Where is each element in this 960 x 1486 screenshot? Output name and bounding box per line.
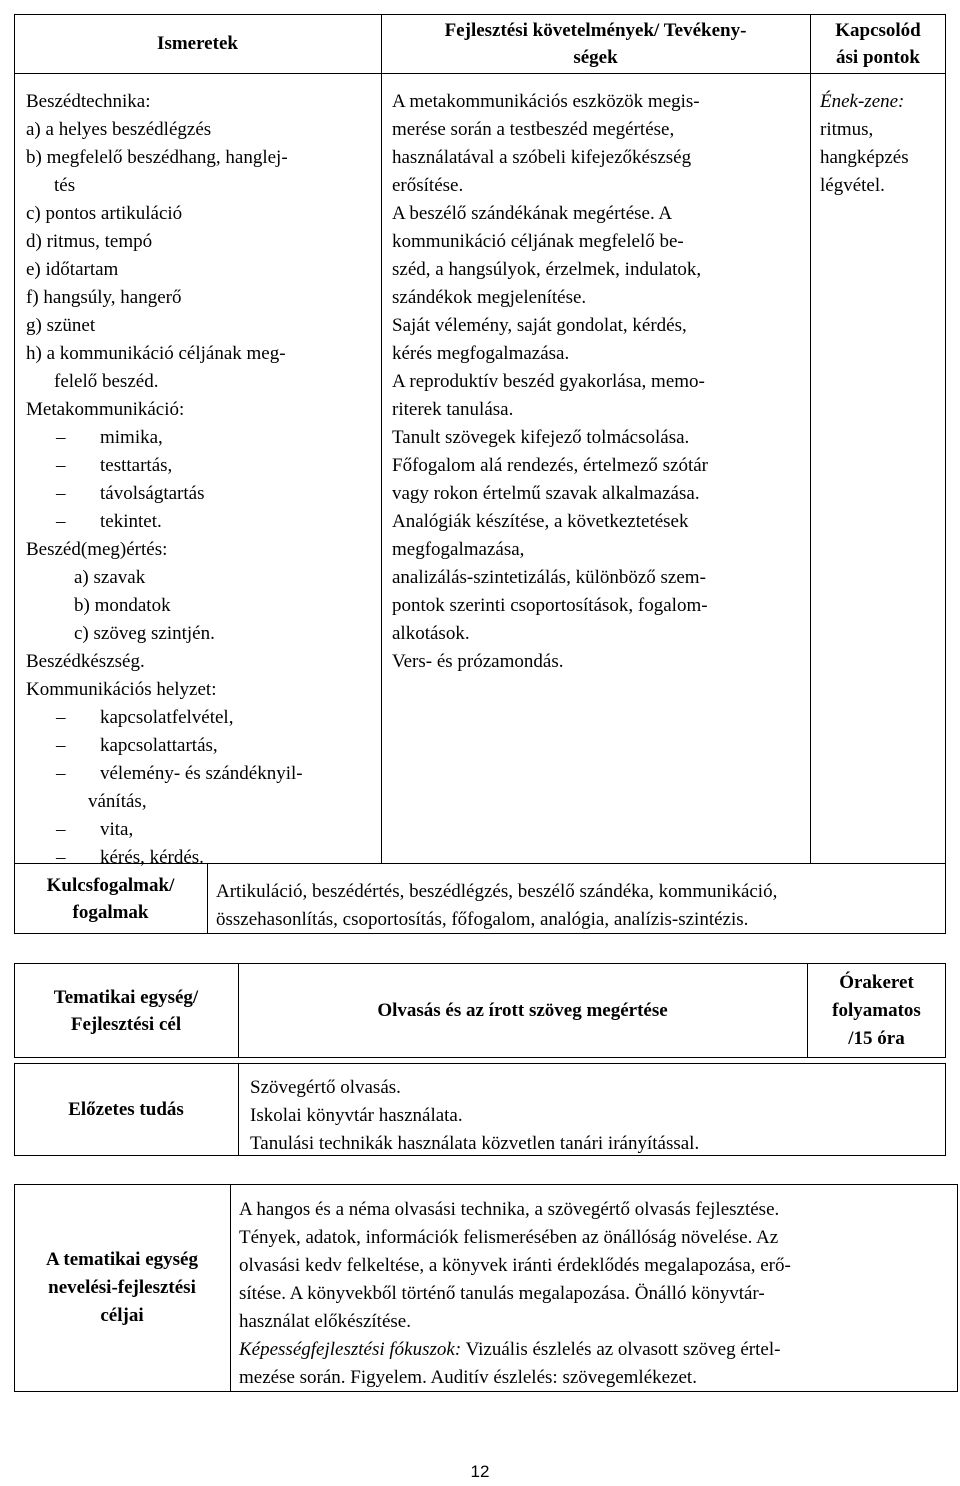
orakeret — [807, 963, 946, 1058]
dash-bullet — [56, 508, 100, 536]
goals-label — [14, 1184, 230, 1392]
fejlesztesi-line: Analógiák készítése, a következtetések — [392, 511, 689, 532]
ismeretek-line — [26, 732, 378, 760]
elozetes-line: Tanulási technikák használata közvetlen tanári irányítással. — [250, 1133, 700, 1154]
fejlesztesi-line: merése során a testbeszéd megértése, — [392, 119, 675, 140]
goals-line: olvasási kedv felkeltése, a könyvek iránti érdeklődés megalapozása, erő- — [239, 1255, 791, 1276]
ismeretek-line-text: a) szavak — [74, 567, 146, 588]
fejlesztesi-content — [392, 88, 808, 676]
dash-bullet — [56, 732, 100, 760]
kapcsolodasi-line: hangképzés — [820, 147, 909, 168]
ismeretek-line-text: g) szünet — [26, 315, 96, 336]
fejlesztesi-line: széd, a hangsúlyok, érzelmek, indulatok, — [392, 259, 702, 280]
ismeretek-line — [26, 788, 378, 816]
unit-title — [238, 963, 807, 1058]
ismeretek-line — [26, 704, 378, 732]
goals-label-line: céljai — [100, 1305, 144, 1326]
elozetes-label-text: Előzetes tudás — [68, 1098, 184, 1120]
ismeretek-line — [26, 256, 378, 284]
focus-label: Képességfejlesztési fókuszok: — [239, 1339, 462, 1360]
header-fejlesztesi-line: Fejlesztési követelmények/ Tevékeny- — [444, 20, 747, 41]
ismeretek-line-text: kapcsolatfelvétel, — [100, 707, 234, 728]
dash-bullet — [56, 480, 100, 508]
dash-bullet — [56, 424, 100, 452]
goals-divider — [230, 1184, 231, 1392]
ismeretek-line — [26, 760, 378, 788]
column-divider-1 — [381, 14, 382, 863]
ismeretek-line — [26, 816, 378, 844]
ismeretek-line — [26, 144, 378, 172]
ismeretek-line — [26, 592, 378, 620]
ismeretek-line — [26, 452, 378, 480]
ismeretek-line — [26, 480, 378, 508]
ismeretek-line — [26, 312, 378, 340]
elozetes-line: Iskolai könyvtár használata. — [250, 1105, 463, 1126]
fejlesztesi-line: A reproduktív beszéd gyakorlása, memo- — [392, 371, 705, 392]
ismeretek-line — [26, 648, 378, 676]
fejlesztesi-line: vagy rokon értelmű szavak alkalmazása. — [392, 483, 700, 504]
ismeretek-line-text: mimika, — [100, 427, 163, 448]
ismeretek-line — [26, 116, 378, 144]
tematikai-label-line: Fejlesztési cél — [70, 1013, 182, 1035]
elozetes-line: Szövegértő olvasás. — [250, 1077, 401, 1098]
ismeretek-line-text: Beszédkészség. — [26, 651, 145, 672]
kapcsolodasi-subject: Ének-zene: — [820, 91, 905, 112]
ismeretek-line-text: kérés, kérdés. — [100, 847, 204, 868]
ismeretek-line-text: testtartás, — [100, 455, 173, 476]
tematikai-label-line: Tematikai egység/ — [53, 986, 199, 1008]
ismeretek-line — [26, 536, 378, 564]
ismeretek-line-text: h) a kommunikáció céljának meg- — [26, 343, 286, 364]
fejlesztesi-line: kérés megfogalmazása. — [392, 343, 570, 364]
kulcsfogalmak-label-line: fogalmak — [72, 901, 149, 923]
ismeretek-line — [26, 508, 378, 536]
ismeretek-line-text: Metakommunikáció: — [26, 399, 185, 420]
prior-knowledge-divider — [238, 1063, 239, 1156]
ismeretek-line-text: vita, — [100, 819, 134, 840]
ismeretek-line-text: tekintet. — [100, 511, 162, 532]
fejlesztesi-line: pontok szerinti csoportosítások, fogalom- — [392, 595, 708, 616]
orakeret-line: folyamatos — [832, 999, 921, 1021]
elozetes-label — [14, 1063, 238, 1156]
ismeretek-line — [26, 564, 378, 592]
fejlesztesi-line: használatával a szóbeli kifejezőkészség — [392, 147, 692, 168]
dash-bullet — [56, 704, 100, 732]
kapcsolodasi-content — [820, 88, 944, 200]
header-fejlesztesi — [381, 17, 810, 71]
header-kapcsolodasi — [810, 17, 946, 71]
fejlesztesi-line: alkotások. — [392, 623, 470, 644]
ismeretek-line — [26, 228, 378, 256]
kulcsfogalmak-line: összehasonlítás, csoportosítás, főfogalom, analógia, analízis-szintézis. — [216, 909, 749, 930]
fejlesztesi-line: Főfogalom alá rendezés, értelmező szótár — [392, 455, 708, 476]
header-kapcsolodasi-line: ási pontok — [836, 47, 920, 68]
goals-line: Tények, adatok, információk felismerésében az önállóság növelése. Az — [239, 1227, 779, 1248]
goals-line: sítése. A könyvekből történő tanulás megalapozása. Önálló könyvtár- — [239, 1283, 765, 1304]
ismeretek-line — [26, 88, 378, 116]
ismeretek-line-text: b) mondatok — [74, 595, 171, 616]
kulcsfogalmak-line: Artikuláció, beszédértés, beszédlégzés, beszélő szándéka, kommunikáció, — [216, 881, 778, 902]
keyterms-column-divider — [207, 863, 208, 934]
elozetes-content — [250, 1074, 940, 1158]
ismeretek-line-text: tés — [54, 175, 76, 196]
ismeretek-line-text: távolságtartás — [100, 483, 205, 504]
ismeretek-line — [26, 368, 378, 396]
ismeretek-line — [26, 620, 378, 648]
fejlesztesi-line: A metakommunikációs eszközök megis- — [392, 91, 700, 112]
ismeretek-line — [26, 396, 378, 424]
dash-bullet — [56, 452, 100, 480]
ismeretek-line — [26, 676, 378, 704]
kulcsfogalmak-content — [216, 878, 944, 934]
ismeretek-line-text: c) szöveg szintjén. — [74, 623, 215, 644]
tematikai-label — [14, 963, 238, 1058]
ismeretek-line-text: f) hangsúly, hangerő — [26, 287, 182, 308]
header-divider — [14, 73, 946, 74]
goals-label-line: A tematikai egység — [46, 1249, 198, 1270]
ismeretek-line-text: vélemény- és szándéknyil- — [100, 763, 303, 784]
goals-focus-line: mezése során. Figyelem. Auditív észlelés: szövegemlékezet. — [239, 1367, 697, 1388]
header-ismeretek-text: Ismeretek — [157, 33, 238, 54]
unit-title-text: Olvasás és az írott szöveg megértése — [377, 999, 668, 1021]
header-kapcsolodasi-line: Kapcsolód — [835, 20, 921, 41]
fejlesztesi-line: szándékok megjelenítése. — [392, 287, 587, 308]
fejlesztesi-line: Saját vélemény, saját gondolat, kérdés, — [392, 315, 687, 336]
goals-content — [239, 1196, 955, 1392]
kulcsfogalmak-label-line: Kulcsfogalmak/ — [46, 874, 175, 896]
ismeretek-line-text: c) pontos artikuláció — [26, 203, 183, 224]
fejlesztesi-line: Tanult szövegek kifejező tolmácsolása. — [392, 427, 690, 448]
orakeret-line: Órakeret — [839, 971, 914, 993]
ismeretek-line — [26, 424, 378, 452]
ismeretek-line — [26, 340, 378, 368]
ismeretek-line-text: Beszédtechnika: — [26, 91, 151, 112]
ismeretek-content — [26, 88, 378, 872]
ismeretek-line-text: felelő beszéd. — [54, 371, 159, 392]
ismeretek-line — [26, 200, 378, 228]
ismeretek-line — [26, 284, 378, 312]
fejlesztesi-line: A beszélő szándékának megértése. A — [392, 203, 673, 224]
fejlesztesi-line: riterek tanulása. — [392, 399, 514, 420]
fejlesztesi-line: Vers- és prózamondás. — [392, 651, 564, 672]
ismeretek-line-text: Beszéd(meg)értés: — [26, 539, 168, 560]
fejlesztesi-line: megfogalmazása, — [392, 539, 525, 560]
header-fejlesztesi-line: ségek — [573, 47, 618, 68]
fejlesztesi-line: analizálás-szintetizálás, különböző szem- — [392, 567, 706, 588]
fejlesztesi-line: erősítése. — [392, 175, 464, 196]
header-ismeretek — [14, 30, 381, 58]
dash-bullet — [56, 816, 100, 844]
fejlesztesi-line: kommunikáció céljának megfelelő be- — [392, 231, 684, 252]
ismeretek-line-text: vánítás, — [88, 791, 147, 812]
goals-line: használat előkészítése. — [239, 1311, 411, 1332]
ismeretek-line-text: a) a helyes beszédlégzés — [26, 119, 212, 140]
goals-label-line: nevelési-fejlesztési — [48, 1277, 196, 1298]
page-number: 12 — [470, 1462, 490, 1481]
goals-line: A hangos és a néma olvasási technika, a szövegértő olvasás fejlesztése. — [239, 1199, 780, 1220]
column-divider-2 — [810, 14, 811, 863]
dash-bullet — [56, 760, 100, 788]
ismeretek-line-text: kapcsolattartás, — [100, 735, 218, 756]
kapcsolodasi-line: légvétel. — [820, 175, 885, 196]
ismeretek-line-text: b) megfelelő beszédhang, hanglej- — [26, 147, 288, 168]
ismeretek-line-text: e) időtartam — [26, 259, 119, 280]
ismeretek-line-text: d) ritmus, tempó — [26, 231, 153, 252]
ismeretek-line — [26, 172, 378, 200]
kulcsfogalmak-label — [14, 863, 207, 934]
kapcsolodasi-line: ritmus, — [820, 119, 874, 140]
focus-text: Vizuális észlelés az olvasott szöveg értel- — [461, 1339, 781, 1360]
ismeretek-line-text: Kommunikációs helyzet: — [26, 679, 217, 700]
orakeret-line: /15 óra — [848, 1027, 905, 1049]
goals-focus-line — [239, 1336, 955, 1364]
